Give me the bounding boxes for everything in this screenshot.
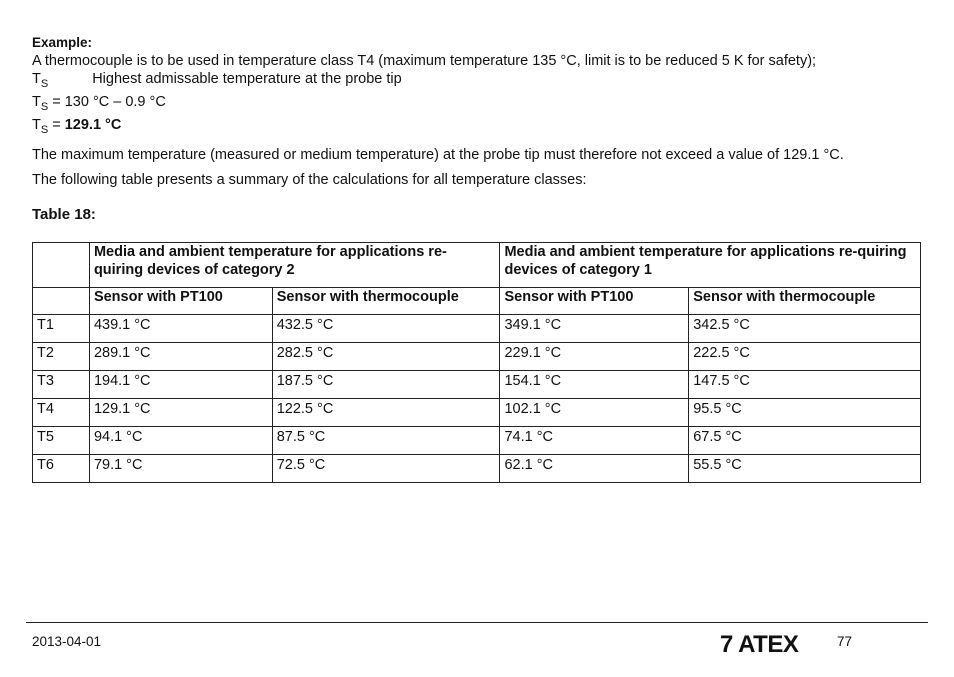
table-intro-paragraph: The following table presents a summary of the calculations for all temperature classes: — [32, 172, 587, 188]
table-sub-header-row — [33, 288, 921, 315]
table-cell: 187.5 °C — [272, 371, 500, 399]
temperature-class-cell: T6 — [33, 455, 90, 483]
temperature-class-cell: T5 — [33, 427, 90, 455]
ts-symbol: $T_S$ — [32, 94, 49, 113]
category-2-header: Media and ambient temperature for applications re-quiring devices of category 2 — [89, 243, 500, 288]
table-cell: 154.1 °C — [500, 371, 689, 399]
table-row — [33, 343, 921, 371]
table-row — [33, 455, 921, 483]
table-row — [33, 427, 921, 455]
ts-symbol: $T_S$ — [32, 117, 49, 136]
table-cell: 95.5 °C — [689, 399, 921, 427]
table-cell: 72.5 °C — [272, 455, 500, 483]
footer-page-number: 77 — [837, 634, 853, 649]
table-cell: 55.5 °C — [689, 455, 921, 483]
table-cell: 439.1 °C — [89, 315, 272, 343]
table-cell: 194.1 °C — [89, 371, 272, 399]
example-intro: A thermocouple is to be used in temperature class T4 (maximum temperature 135 °C, limit is to be reduced 5 K for safety); — [32, 53, 817, 69]
table-cell: 67.5 °C — [689, 427, 921, 455]
document-body — [32, 34, 932, 224]
ts-result-line — [32, 116, 932, 139]
temperature-class-cell: T3 — [33, 371, 90, 399]
ts-definition: Highest admissable temperature at the probe tip — [92, 71, 402, 87]
table-corner-cell — [33, 243, 90, 288]
ts-result-equals: = — [52, 117, 61, 133]
table-cell: 282.5 °C — [272, 343, 500, 371]
temperature-class-cell: T2 — [33, 343, 90, 371]
footer-divider — [26, 622, 928, 623]
ts-symbol: $T_S$ — [32, 71, 49, 90]
table-cell: 229.1 °C — [500, 343, 689, 371]
table-cell: 122.5 °C — [272, 399, 500, 427]
table-title: Table 18: — [32, 206, 96, 223]
table-cell: 432.5 °C — [272, 315, 500, 343]
table-row — [33, 399, 921, 427]
table-cell: 349.1 °C — [500, 315, 689, 343]
temperature-class-cell: T4 — [33, 399, 90, 427]
cat1-pt100-header: Sensor with PT100 — [500, 288, 689, 315]
table-cell: 94.1 °C — [89, 427, 272, 455]
table-cell: 222.5 °C — [689, 343, 921, 371]
example-heading: Example: — [32, 35, 93, 50]
category-1-header: Media and ambient temperature for applications re-quiring devices of category 1 — [500, 243, 921, 288]
footer-section-title: 7 ATEX — [720, 631, 799, 658]
cat1-thermocouple-header: Sensor with thermocouple — [689, 288, 921, 315]
table-row — [33, 315, 921, 343]
temperature-class-cell: T1 — [33, 315, 90, 343]
table-cell: 79.1 °C — [89, 455, 272, 483]
table-cell: 129.1 °C — [89, 399, 272, 427]
ts-calculation: = 130 °C – 0.9 °C — [52, 94, 166, 110]
table-row — [33, 371, 921, 399]
table-cell: 87.5 °C — [272, 427, 500, 455]
ts-result-value: 129.1 °C — [64, 117, 122, 133]
table-corner-cell — [33, 288, 90, 315]
table-cell: 102.1 °C — [500, 399, 689, 427]
table-cell: 342.5 °C — [689, 315, 921, 343]
ts-calculation-line — [32, 93, 932, 116]
cat2-thermocouple-header: Sensor with thermocouple — [272, 288, 500, 315]
table-cell: 62.1 °C — [500, 455, 689, 483]
table-cell: 147.5 °C — [689, 371, 921, 399]
footer-date: 2013-04-01 — [32, 634, 102, 649]
table-cell: 74.1 °C — [500, 427, 689, 455]
cat2-pt100-header: Sensor with PT100 — [89, 288, 272, 315]
conclusion-paragraph: The maximum temperature (measured or medium temperature) at the probe tip must therefore not exceed a value of 129.1 °C. — [32, 147, 844, 163]
temperature-class-table — [32, 242, 921, 483]
table-cell: 289.1 °C — [89, 343, 272, 371]
table-group-header-row — [33, 243, 921, 288]
ts-definition-line — [32, 70, 932, 93]
